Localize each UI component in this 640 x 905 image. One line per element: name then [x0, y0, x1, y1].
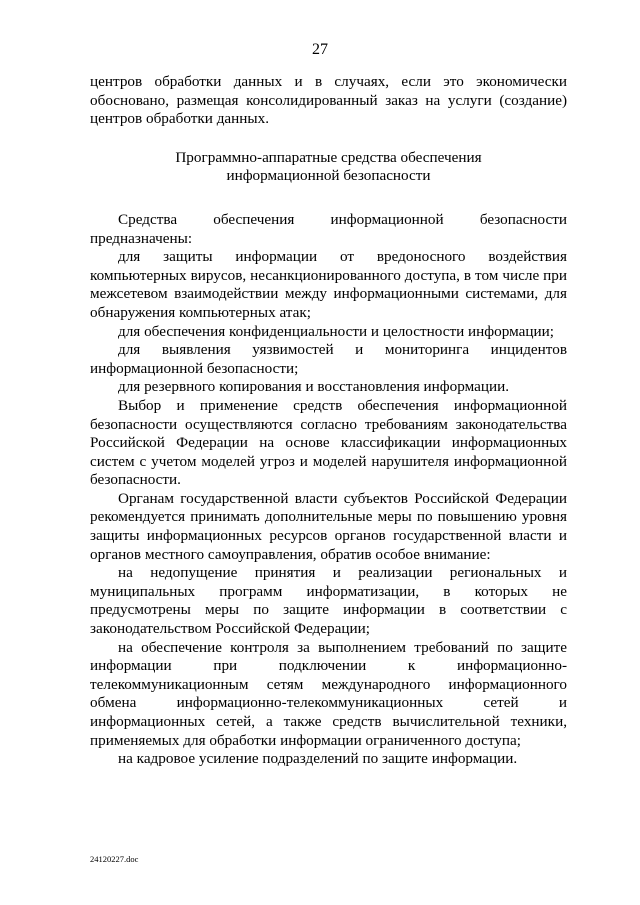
section-heading: [90, 149, 567, 186]
paragraph-selection: Выбор и применение средств обеспечения информационной безопасности осуществляются согласно требованиям законодательства Российской Федерации на основе классификации информационных систем с учетом моделей угроз и моделей нарушителя информационной безопасности.: [90, 396, 567, 489]
document-body: [90, 73, 567, 769]
paragraph-measure-control: на обеспечение контроля за выполнением требований по защите информации при подключении к информационно-телекоммуникационным сетям международного информационного обмена информационно-телекоммуникационных сетей и информационных сетей, а также средств вычислительной техники, применяемых для обработки информации ограниченного доступа;: [90, 638, 567, 749]
paragraph-purpose-protection: для защиты информации от вредоносного воздействия компьютерных вирусов, несанкционированного доступа, в том числе при межсетевом взаимодействии между информационными системами, для обнаружения компьютерных атак;: [90, 248, 567, 321]
document-filename-footer: 24120227.doc: [90, 854, 139, 864]
paragraph-measure-staff: на кадровое усиление подразделений по защите информации.: [118, 750, 518, 768]
paragraph-measure-programs: на недопущение принятия и реализации региональных и муниципальных программ информатизации, в которых не предусмотрены меры по защите информации в соответствии с законодательством Российской Федерации;: [90, 564, 567, 638]
page-number: 27: [312, 41, 328, 58]
continuation-paragraph: центров обработки данных и в случаях, если это экономически обосновано, размещая консолидированный заказ на услуги (создание) центров обработки данных.: [90, 73, 567, 128]
section-heading-line-2: информационной безопасности: [226, 167, 431, 185]
paragraph-purpose-confidentiality: для обеспечения конфиденциальности и целостности информации;: [118, 322, 554, 340]
section-heading-line-1: Программно-аппаратные средства обеспечения: [175, 148, 482, 166]
paragraph-purpose-intro: Средства обеспечения информационной безопасности предназначены:: [90, 210, 567, 247]
paragraph-purpose-vulnerabilities: для выявления уязвимостей и мониторинга инцидентов информационной безопасности;: [90, 341, 567, 377]
paragraph-purpose-backup: для резервного копирования и восстановления информации.: [118, 378, 510, 396]
paragraph-recommendation: Органам государственной власти субъектов Российской Федерации рекомендуется принимать дополнительные меры по повышению уровня защиты информационных ресурсов органов государственной власти и органов местного самоуправления, обратив особое внимание:: [90, 489, 567, 563]
